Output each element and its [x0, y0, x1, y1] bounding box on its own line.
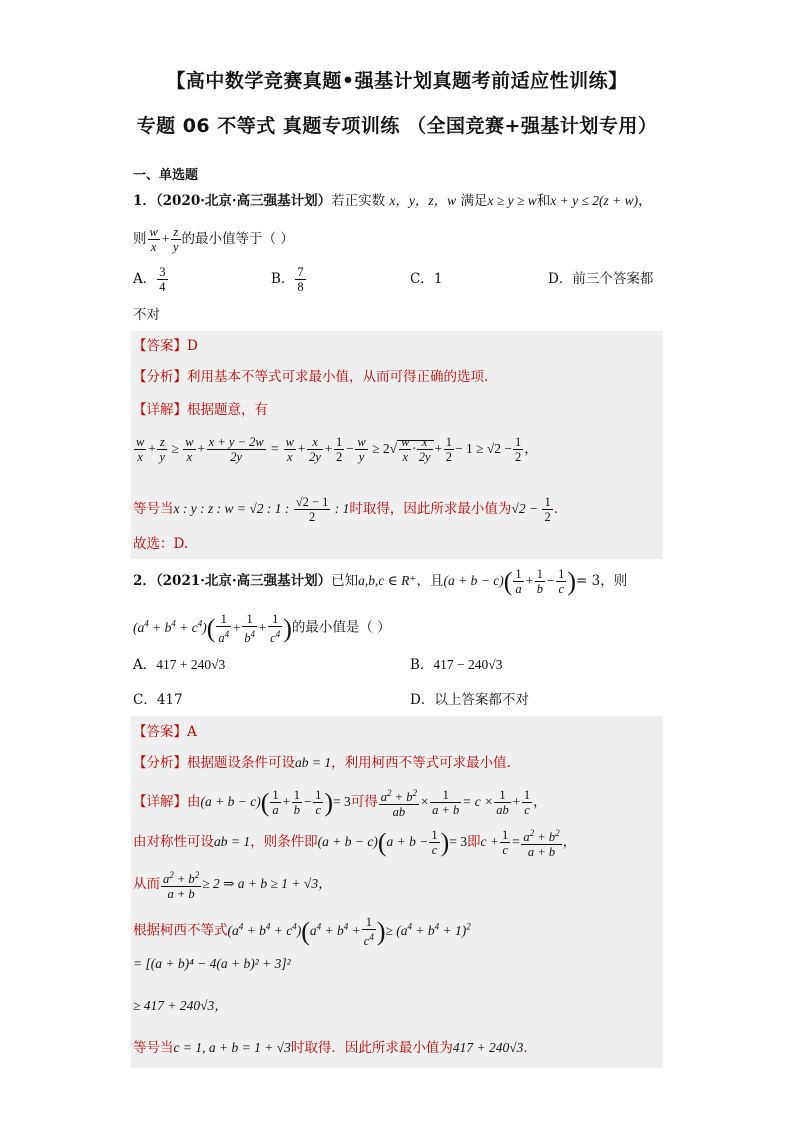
q1-answer: 【答案】D [133, 338, 198, 354]
q1-analysis: 【分析】利用基本不等式可求最小值，从而可得正确的选项. [133, 369, 489, 385]
q1-comma: ， [638, 193, 652, 209]
q2-expand: = [(a + b)⁴ − 4(a + b)² + 3]² [133, 956, 291, 971]
q2-answer: 【答案】A [133, 724, 197, 740]
q1-option-a[interactable]: A． $\frac{3}{4}$ [133, 265, 166, 294]
q2-set: a,b,c ∈ R⁺ [358, 573, 417, 588]
q2-thus: 从而 $\frac{a^2 + b^2}{a + b}$ ≥ 2 ⇒ a + b ≥ 1 + √3， [133, 870, 332, 902]
q2-detail: 【详解】由(a + b − c)( $\frac{1}{a}$ + $\frac{1}{b}$ − $\frac{1}{c}$ )= 3可得 $\frac{a^2 + b^2}{ab}$ × $\frac{1}{a + b}$ = c × $\frac{1}{ab}$ + $\frac{1}{c}$ ， [133, 787, 547, 820]
q2-stem-line1: 2．（2021·北京·高三强基计划）已知a,b,c ∈ R⁺，且(a + b − c)( $\frac{1}{a}$ + $\frac{1}{b}$ − $\frac{1}{c}$ )= 3，则 [133, 566, 628, 597]
q1-number: 1． [133, 193, 156, 209]
q2-stem-line2: $(a^4 + b^4 + c^4)$( $\frac{1}{a^4}$ + $\frac{1}{b^4}$ + $\frac{1}{c^4}$ )的最小值是（ ） [133, 611, 391, 645]
document-subtitle: 专题 06 不等式 真题专项训练 （全国竞赛+强基计划专用） [136, 115, 658, 137]
q1-and: 和 [536, 193, 551, 209]
q2-source: （2021·北京·高三强基计划） [155, 573, 332, 589]
q2-cauchy: 根据柯西不等式$(a^4 + b^4 + c^4)(a^4 + b^4$ + $\frac{1}{c^4}$ )≥ $(a^4 + b^4 + 1)^2$ [133, 914, 471, 948]
q2-expression: $(a^4 + b^4 + c^4)$( $\frac{1}{a^4}$ + $\frac{1}{b^4}$ + $\frac{1}{c^4}$ ) [133, 611, 292, 645]
q1-cond1: x ≥ y ≥ w [487, 193, 537, 208]
q2-number: 2． [133, 573, 156, 589]
q2-condition: (a + b − c)( $\frac{1}{a}$ + $\frac{1}{b}$ − $\frac{1}{c}$ ) [443, 566, 577, 597]
q2-analysis: 【分析】根据题设条件可设ab = 1，利用柯西不等式可求最小值. [133, 755, 511, 771]
q2-final: 等号当c = 1, a + b = 1 + √3时取得．因此所求最小值为417 + 240√3． [133, 1040, 537, 1056]
q1-source: （2020·北京·高三强基计划） [155, 193, 332, 209]
q1-cond2: x + y ≤ 2(z + w) [550, 193, 639, 208]
q1-question: 的最小值等于（ ） [181, 231, 294, 247]
q1-then: 则 [133, 231, 147, 247]
q1-options [133, 262, 663, 296]
q1-stem-text: 若正实数 [331, 193, 386, 209]
q1-vars: x，y，z，w [389, 193, 457, 208]
q2-answer-block [131, 716, 663, 1068]
q2-bound: ≥ 417 + 240√3， [133, 998, 228, 1013]
q2-symmetry: 由对称性可设ab = 1，则条件即(a + b − c)(a + b − $\frac{1}{c}$ )= 3即c + $\frac{1}{c}$ = $\frac{a^2 + b^2}{a + b}$ ， [133, 827, 577, 860]
q1-option-d[interactable]: D．前三个答案都 [548, 271, 654, 287]
section-heading: 一、单选题 [133, 168, 199, 183]
q1-expression: $\frac{w}{x}$ + $\frac{z}{y}$ [149, 225, 179, 255]
q1-stem-line1 [133, 191, 663, 211]
q2-option-d[interactable]: D．以上答案都不对 [410, 692, 529, 708]
q1-equality: 等号当x : y : z : w = √2 : 1 : $\frac{√2 - 1}{2}$ : 1时取得，因此所求最小值为√2 − $\frac{1}{2}$ ． [133, 495, 568, 525]
q1-answer-block [131, 331, 663, 559]
q1-option-b[interactable]: B． $\frac{7}{8}$ [271, 265, 304, 294]
q1-stem-line2 [133, 222, 663, 256]
q1-stem-text-2: 满足 [460, 193, 488, 209]
document-title: 【高中数学竞赛真题•强基计划真题考前适应性训练】 [166, 70, 628, 92]
q2-option-b[interactable]: B．417 − 240√3 [410, 657, 503, 673]
q1-option-d-wrap: 不对 [133, 307, 160, 323]
q1-conclusion: 故选：D. [133, 536, 189, 552]
q2-option-c[interactable]: C．417 [133, 692, 183, 708]
q1-derivation: $\frac{w}{x}$ + $\frac{z}{y}$ ≥ $\frac{w}{x}$ + $\frac{x + y - 2w}{2y}$ = $\frac{w}{x}$ + $\frac{x}{2y}$ + $\frac{1}{2}$ − $\frac{w}{y}$ ≥ 2√ $\frac{w}{x}$ · $\frac{x}{2y}$ + $\frac{1}{2}$ − 1 ≥ √2 − $\frac{1}{2}$ ， [136, 435, 538, 465]
q1-option-c[interactable]: C．1 [410, 271, 443, 287]
q1-detail: 【详解】根据题意，有 [133, 402, 268, 418]
q2-option-a[interactable]: A．417 + 240√3 [133, 657, 226, 673]
